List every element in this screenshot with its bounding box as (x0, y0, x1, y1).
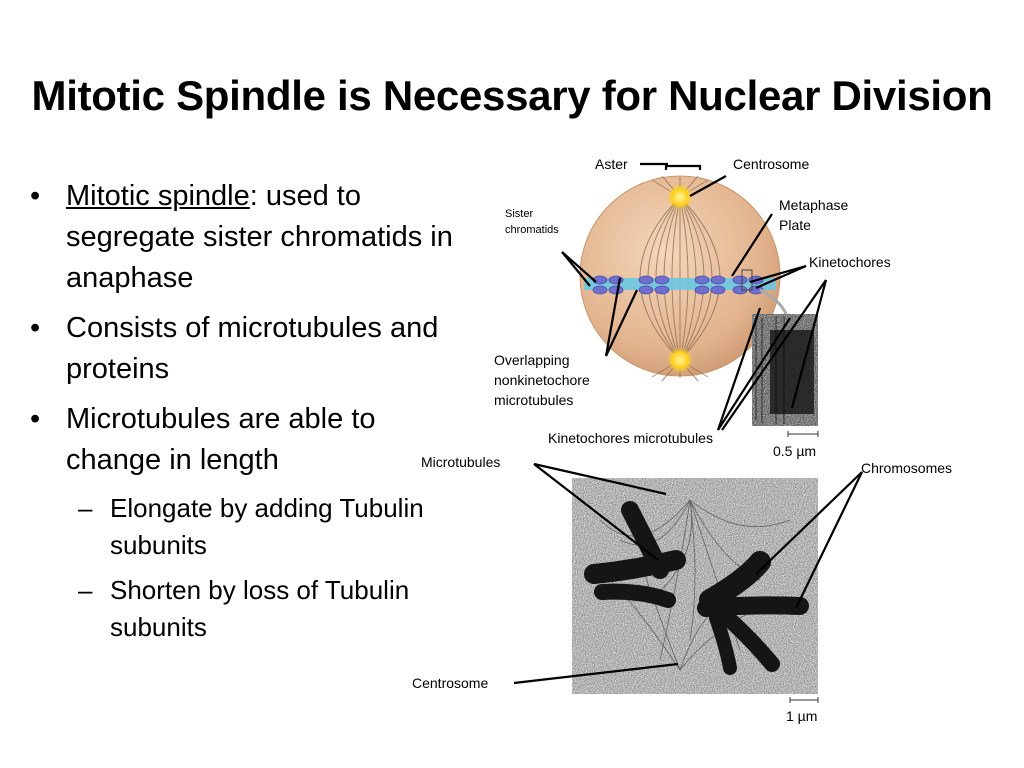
sub-bullet-text: Elongate by adding Tubulin subunits (110, 493, 424, 560)
label-centrosome-bottom: Centrosome (412, 675, 489, 691)
label-scale-top: 0.5 µm (773, 443, 817, 459)
label-centrosome-top: Centrosome (733, 156, 810, 172)
sub-bullet-dash: – (78, 493, 93, 523)
label-kinetochore-microtubules: Kinetochores microtubules (548, 430, 713, 446)
scale-bar-top (788, 431, 818, 437)
centrosome-bottom (667, 347, 693, 373)
label-kinetochores: Kinetochores (809, 254, 891, 270)
label-overlapping-microtubules: Overlapping nonkinetochore microtubules (494, 352, 590, 408)
bullet-dot: • (30, 180, 41, 212)
centrosome-top (667, 184, 693, 210)
bullet-text: : used to segregate sister chromatids in anaphase (66, 180, 453, 294)
spindle-micrograph (572, 478, 818, 694)
label-sister-chromatids: Sister chromatids (505, 208, 559, 236)
bullet-term: Mitotic spindle (66, 180, 250, 212)
bullet-dot: • (30, 403, 41, 435)
sub-bullet-dash: – (78, 575, 93, 605)
scale-bar-bottom (790, 697, 818, 703)
sub-bullet-text: Shorten by loss of Tubulin subunits (110, 575, 410, 642)
bullet-dot: • (30, 312, 41, 344)
label-metaphase-plate: Metaphase Plate (779, 197, 849, 233)
slide-title: Mitotic Spindle is Necessary for Nuclear Division (31, 72, 993, 119)
label-scale-bottom: 1 µm (786, 708, 818, 724)
inset-micrograph (752, 314, 818, 426)
label-aster: Aster (595, 156, 628, 172)
bullet-text: Microtubules are able to change in length (66, 403, 376, 476)
label-chromosomes: Chromosomes (861, 460, 953, 476)
label-microtubules: Microtubules (421, 454, 501, 470)
bullet-text: Consists of microtubules and proteins (66, 312, 439, 385)
